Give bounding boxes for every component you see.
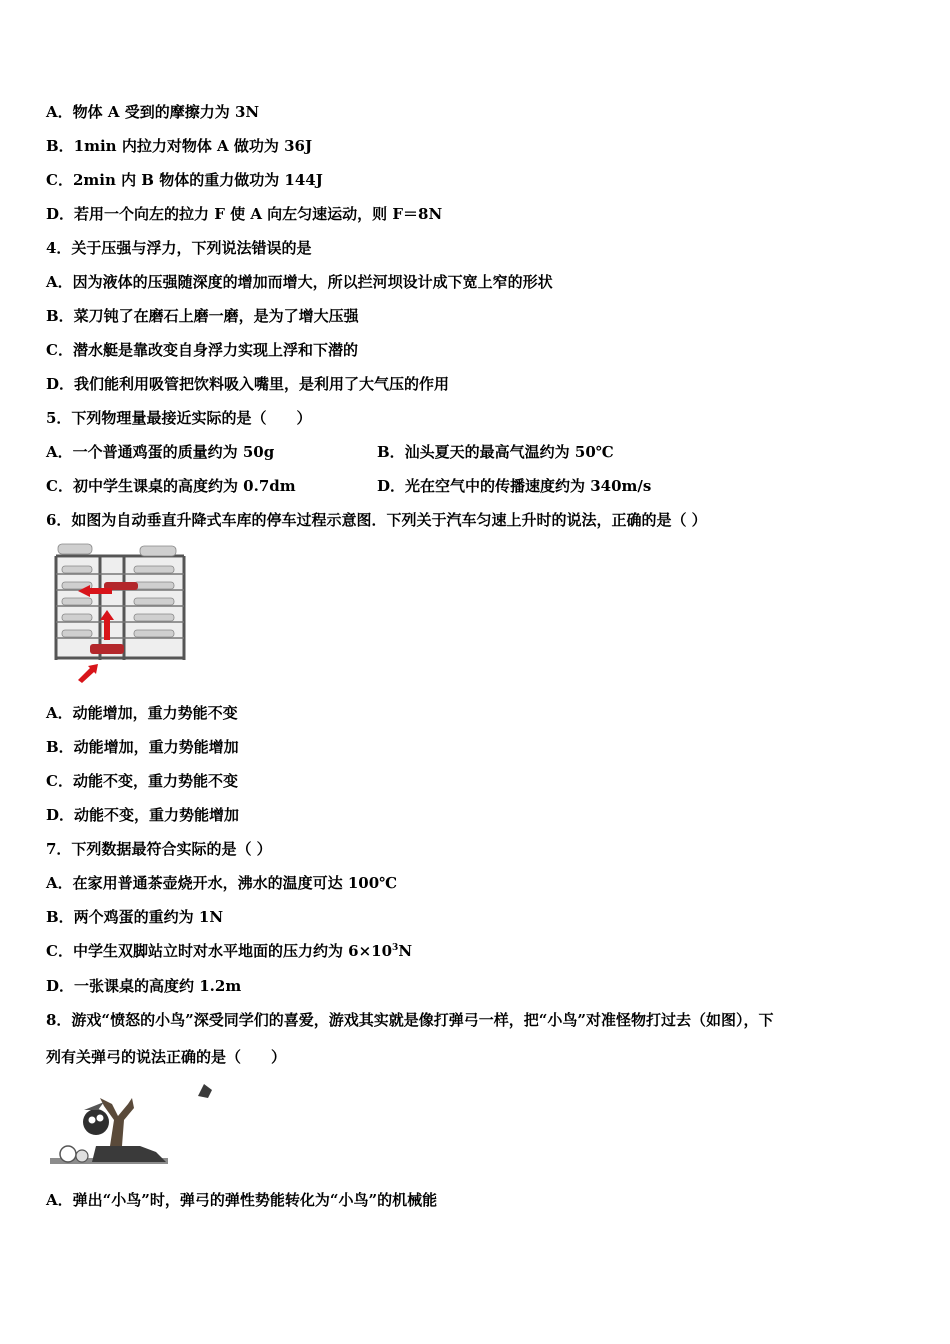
q4-stem: 4．关于压强与浮力，下列说法错误的是 (46, 239, 312, 257)
q7-option-c (46, 941, 412, 961)
q3-option-a: A．物体 A 受到的摩擦力为 3N (46, 103, 260, 121)
q8-stem-line1: 8．游戏“愤怒的小鸟”深受同学们的喜爱，游戏其实就是像打弹弓一样，把“小鸟”对准怪物打过去（如图），下 (46, 1011, 774, 1029)
q5-option-a: A．一个普通鸡蛋的质量约为 50g (46, 443, 275, 461)
q7-option-b: B．两个鸡蛋的重约为 1N (46, 908, 224, 926)
angry-birds-slingshot-figure (48, 1080, 220, 1172)
q6-option-c: C．动能不变，重力势能不变 (46, 772, 238, 790)
parking-garage-figure (48, 540, 188, 683)
q7-option-c-unit: N (398, 942, 413, 960)
q3-option-d: D．若用一个向左的拉力 F 使 A 向左匀速运动，则 F＝8N (46, 205, 443, 223)
q7-stem: 7．下列数据最符合实际的是（ ） (46, 840, 272, 858)
q7-option-a: A．在家用普通茶壶烧开水，沸水的温度可达 100℃ (46, 874, 398, 892)
q6-stem: 6．如图为自动垂直升降式车库的停车过程示意图．下列关于汽车匀速上升时的说法，正确的是（ ） (46, 511, 707, 529)
q4-option-c: C．潜水艇是靠改变自身浮力实现上浮和下潜的 (46, 341, 358, 359)
q7-option-c-exponent: 3 (392, 943, 399, 953)
q4-option-a: A．因为液体的压强随深度的增加而增大，所以拦河坝设计成下宽上窄的形状 (46, 273, 553, 291)
q5-stem: 5．下列物理量最接近实际的是（ ） (46, 409, 312, 427)
q5-option-b: B．汕头夏天的最高气温约为 50℃ (377, 443, 614, 461)
q5-option-d: D．光在空气中的传播速度约为 340m/s (377, 477, 652, 495)
q7-option-c-text: C．中学生双脚站立时对水平地面的压力约为 6×10 (46, 942, 393, 960)
q6-option-a: A．动能增加，重力势能不变 (46, 704, 238, 722)
q3-option-b: B．1min 内拉力对物体 A 做功为 36J (46, 137, 313, 155)
q6-option-d: D．动能不变，重力势能增加 (46, 806, 240, 824)
q4-option-b: B．菜刀钝了在磨石上磨一磨，是为了增大压强 (46, 307, 359, 325)
q8-stem-line2: 列有关弹弓的说法正确的是（ ） (46, 1048, 287, 1066)
q8-option-a: A．弹出“小鸟”时，弹弓的弹性势能转化为“小鸟”的机械能 (46, 1191, 438, 1209)
q7-option-d: D．一张课桌的高度约 1.2m (46, 977, 242, 995)
q6-option-b: B．动能增加，重力势能增加 (46, 738, 239, 756)
q4-option-d: D．我们能利用吸管把饮料吸入嘴里，是利用了大气压的作用 (46, 375, 450, 393)
q3-option-c: C．2min 内 B 物体的重力做功为 144J (46, 171, 323, 189)
q5-option-c: C．初中学生课桌的高度约为 0.7dm (46, 477, 296, 495)
